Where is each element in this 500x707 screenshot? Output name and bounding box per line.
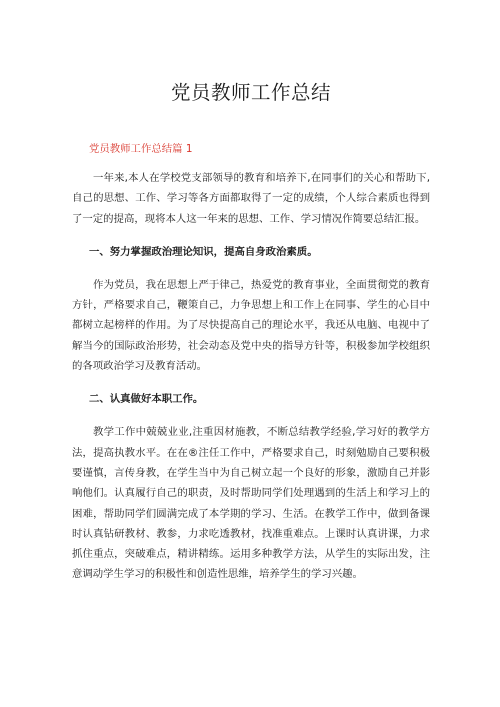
paragraph-job-duties: 教学工作中兢兢业业,注重因材施教，不断总结教学经验,学习好的教学方法，提高执教水平。在在®注任工作中，严格要求自己，时刻勉励自己要积极要谨慎，言传身教，在学生当中为自己树立起一个良好的形象，激励自己并影响他们。认真履行自己的职责，及时帮助同学们处理遇到的生活上和学习上的困难，帮助同学们圆满完成了本学期的学习、生活。在教学工作中，做到备课时认真钻研教材、教参，力求吃透教材，找准重难点。上课时认真讲课，力求抓住重点，突破难点，精讲精练。运用多种教学方法，从学生的实际出发，注意调动学生学习的积极性和创造性思维，培养学生的学习兴趣。 xyxy=(72,426,430,581)
document-title: 党员教师工作总结 xyxy=(170,81,331,104)
heading-political-study: 一、努力掌握政治理论知识，提高自身政治素质。 xyxy=(89,245,318,258)
heading-job-duties: 二、认真做好本职工作。 xyxy=(89,393,204,406)
section-label: 党员教师工作总结篇 1 xyxy=(89,143,193,155)
intro-paragraph: 一年来,本人在学校党支部领导的教育和培养下,在同事们的关心和帮助下,自己的思想、工作、学习等各方面都取得了一定的成绩，个人综合素质也得到了一定的提高，现将本人这一年来的思想、工作、学习情况作简要总结汇报。 xyxy=(72,172,430,225)
paragraph-political-study: 作为党员，我在思想上严于律己，热爱党的教育事业，全面贯彻党的教育方针，严格要求自己，鞭策自己，力争思想上和工作上在同事、学生的心目中都树立起榜样的作用。为了尽快提高自己的理论水平，我还从电脑、电视中了解当今的国际政治形势，社会动态及党中央的指导方针等，积极参加学校组织的各项政治学习及教育活动。 xyxy=(72,278,430,373)
